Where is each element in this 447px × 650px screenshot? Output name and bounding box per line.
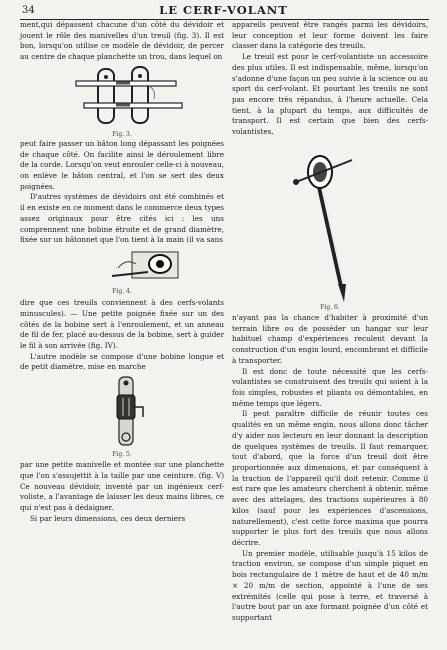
figure-4-caption: Fig. 4.: [112, 288, 132, 296]
paragraph: D'autres systèmes de dévidoirs ont été combinés et il en existe en ce moment dans le commerce deux types assez originaux pour être cités ici : les uns comprennent une bobine étroite et de grand diamètre, fixée sur un bâtonnet que l'on tient à la main (il va sans: [20, 192, 224, 245]
paragraph: Un premier modèle, utilisable jusqu'à 15 kilos de traction environ, se compose d'un simple piquet en bois rectangulaire de 1 mètre de haut et de 40 m/m × 20 m/m de section, appointé à l'une de ses extrémités (celle qui pose à terre, et traversé à l'autre bout par un axe formant poignée d'un côté et supportant: [232, 548, 428, 623]
running-title: LE CERF-VOLANT: [159, 3, 288, 17]
figure-4-illustration: [20, 246, 224, 288]
figure-3: [20, 63, 224, 139]
paragraph: L'autre modèle se compose d'une bobine longue et de petit diamètre, mise en marche: [20, 351, 224, 372]
paragraph: Il peut paraître difficile de réunir toutes ces qualités en un même engin, nous allons donc tâcher d'y aider nos lecteurs en leur donnant la description de quelques systèmes de treuils. Il faut remarquer, tout d'abord, que la force d'un treuil doit être proportionnée aux dimensions, et par conséquent à la traction de l'appareil qu'il doit retenir. Comme il est rare que les amateurs cherchent à obtenir, même avec des attelages, des tractions supérieures à 80 kilos (sauf pour les expériences d'ascensions, naturellement), c'est cette force maxima que pourra supporter le plus fort des treuils que nous allons décrire.: [232, 409, 428, 547]
paragraph: Si par leurs dimensions, ces deux derniers: [30, 513, 186, 523]
paragraph: peut faire passer un bâton long dépassant les poignées de chaque côté. On facilite ainsi le déroulement libre de la corde. Lorsqu'on veut enrouler celle-ci à nouveau, on enlève le bâton central, et l'on se sert des deux poignées.: [20, 138, 224, 191]
figure-5-caption: Fig. 5.: [112, 451, 132, 459]
paragraph: n'ayant pas la chance d'habiter à proximité d'un terrain libre ou de posséder un hangar sur leur habituel champ d'expériences reculent devant la construction d'un engin lourd, encombrant et difficile à transporter.: [232, 312, 428, 365]
figure-5-illustration: [20, 373, 224, 451]
figure-6-caption: Fig. 6.: [320, 303, 340, 311]
figure-4: [20, 246, 224, 298]
paragraph: par une petite manivelle et montée sur une planchette que l'on s'assujettit à la taille par une ceinture. (fig. V) Ce nouveau dévidoir, inventé par un ingénieux cerf-voliste, a l'avantage de laisser les deux mains libres, ce qui n'est pas à dédaigner.: [20, 460, 224, 512]
figure-3-illustration: [20, 63, 224, 131]
figure-3-caption: Fig. 3.: [112, 130, 132, 138]
figure-6-illustration: [232, 138, 428, 304]
figure-6: [232, 138, 428, 313]
left-column: [20, 20, 224, 524]
paragraph: Le treuil est pour le cerf-volantiste un accessoire des plus utiles. Il est indispensable, même, lorsqu'on s'adonne d'une façon un peu suivie à la science ou au sport du cerf-volant. Et pourtant les treuils ne sont pas encore très répandus, à l'heure actuelle. Cela tient, à la plupart du temps, aux difficultés de transport. Il est certain que bien des cerfs-volantistes,: [232, 52, 428, 137]
figure-5: [20, 373, 224, 460]
paragraph: appareils peuvent être rangés parmi les dévidoirs, leur conception et leur forme doivent les faire classer dans la catégorie des treuils.: [232, 20, 428, 51]
right-column: [232, 20, 428, 624]
paragraph: Il est donc de toute nécessité que les cerfs-volantistes se construisent des treuils qui soient à la fois simples, robustes et pliants ou démontables, en même temps que légers.: [232, 366, 428, 408]
page-header: [0, 2, 447, 20]
paragraph: ment,qui dépassent chacune d'un côté du dévidoir et jouent le rôle des manivelles d'un treuil (fig. 3). Il est bon, lorsqu'on utilise ce modèle de dévidoir, de percer au centre de chaque planchette un trou, dans lequel on: [20, 20, 224, 62]
paragraph: dire que ces treuils conviennent à des cerfs-volants minuscules). — Une petite poignée fixée sur un des côtés de la bobine sert à l'enroulement, et un anneau de fil de fer, placé au-dessus de la bobine, sert à guider le fil à son arrivée (fig. IV).: [20, 298, 224, 350]
page-number: 34: [22, 5, 35, 16]
